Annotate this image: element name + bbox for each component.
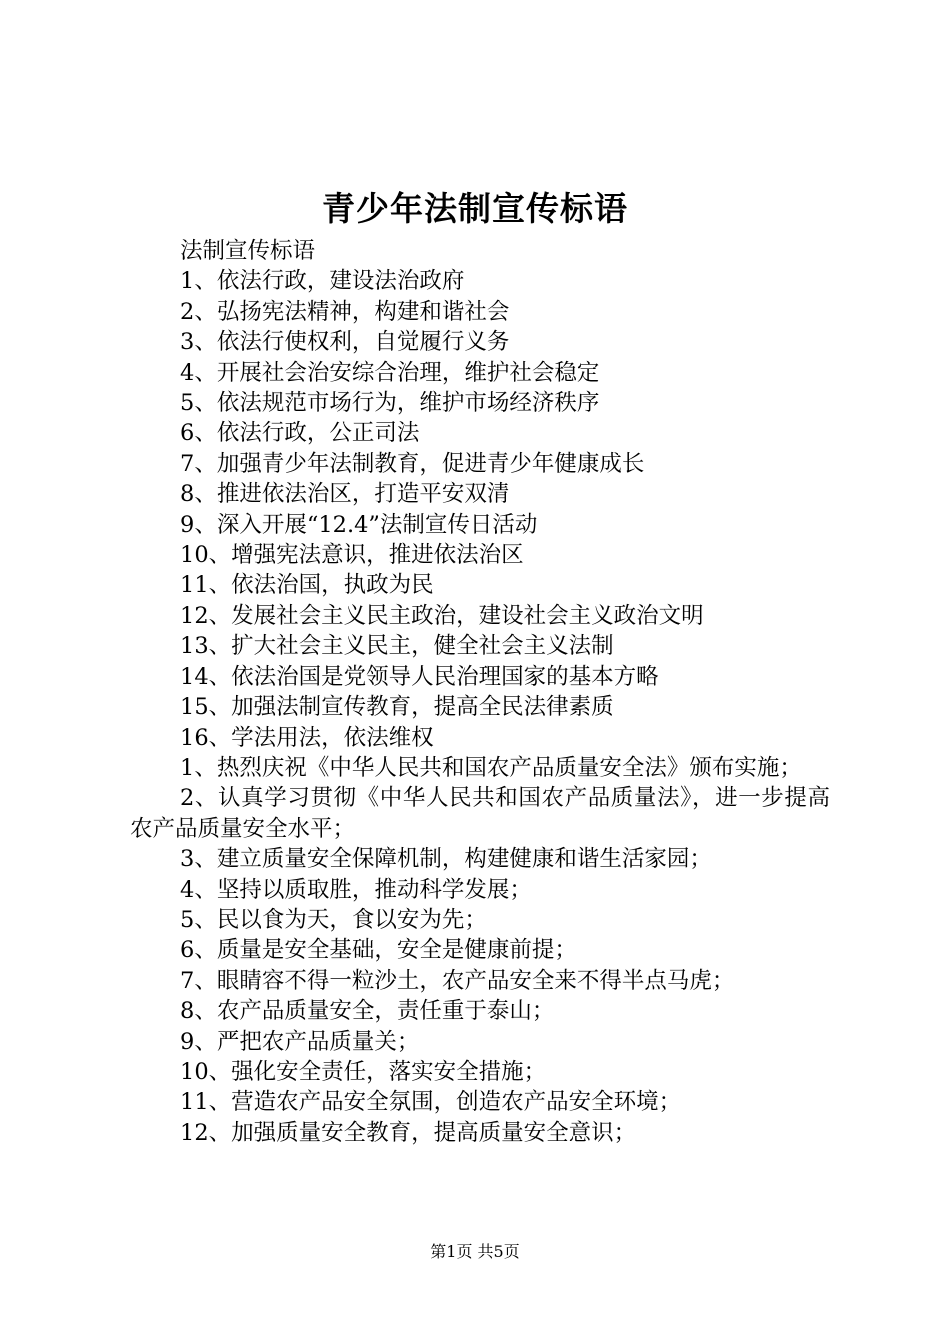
paragraph: 4、坚持以质取胜，推动科学发展； [180,876,532,903]
page-footer: 第1页 共5页 [430,1242,520,1261]
paragraph: 7、加强青少年法制教育，促进青少年健康成长 [180,450,645,477]
paragraph: 11、营造农产品安全氛围，创造农产品安全环境； [180,1089,682,1116]
paragraph: 11、依法治国，执政为民 [180,572,434,599]
paragraph: 6、质量是安全基础，安全是健康前提； [180,937,577,964]
paragraph: 4、开展社会治安综合治理，维护社会稳定 [180,359,600,386]
paragraph: 1、热烈庆祝《中华人民共和国农产品质量安全法》颁布实施； [180,754,802,781]
paragraph: 14、依法治国是党领导人民治理国家的基本方略 [180,663,659,690]
paragraph: 9、深入开展“12.4”法制宣传日活动 [180,511,538,538]
paragraph: 12、发展社会主义民主政治，建设社会主义政治文明 [180,602,704,629]
paragraph: 7、眼睛容不得一粒沙土，农产品安全来不得半点马虎； [180,967,735,994]
paragraph: 16、学法用法，依法维权 [180,724,434,751]
paragraph: 8、推进依法治区，打造平安双清 [180,481,510,508]
paragraph: 6、依法行政，公正司法 [180,420,420,447]
paragraph: 8、农产品质量安全，责任重于泰山； [180,998,555,1025]
paragraph: 3、依法行使权利，自觉履行义务 [180,329,510,356]
paragraph: 15、加强法制宣传教育，提高全民法律素质 [180,694,614,721]
paragraph: 13、扩大社会主义民主，健全社会主义法制 [180,633,614,660]
document-body [130,236,830,1148]
paragraph: 9、严把农产品质量关； [180,1028,420,1055]
paragraph: 5、民以食为天，食以安为先； [180,906,487,933]
document-title: 青少年法制宣传标语 [322,189,628,228]
paragraph: 2、弘扬宪法精神，构建和谐社会 [180,298,510,325]
paragraph: 1、依法行政，建设法治政府 [180,268,465,295]
paragraph: 10、增强宪法意识，推进依法治区 [180,542,524,569]
paragraph: 10、强化安全责任，落实安全措施； [180,1058,547,1085]
paragraph: 5、依法规范市场行为，维护市场经济秩序 [180,390,600,417]
paragraph: 法制宣传标语 [180,238,316,264]
paragraph: 3、建立质量安全保障机制，构建健康和谐生活家园； [180,846,712,873]
paragraph: 12、加强质量安全教育，提高质量安全意识； [180,1119,637,1146]
paragraph: 2、认真学习贯彻《中华人民共和国农产品质量法》，进一步提高农产品质量安全水平； [130,785,830,842]
